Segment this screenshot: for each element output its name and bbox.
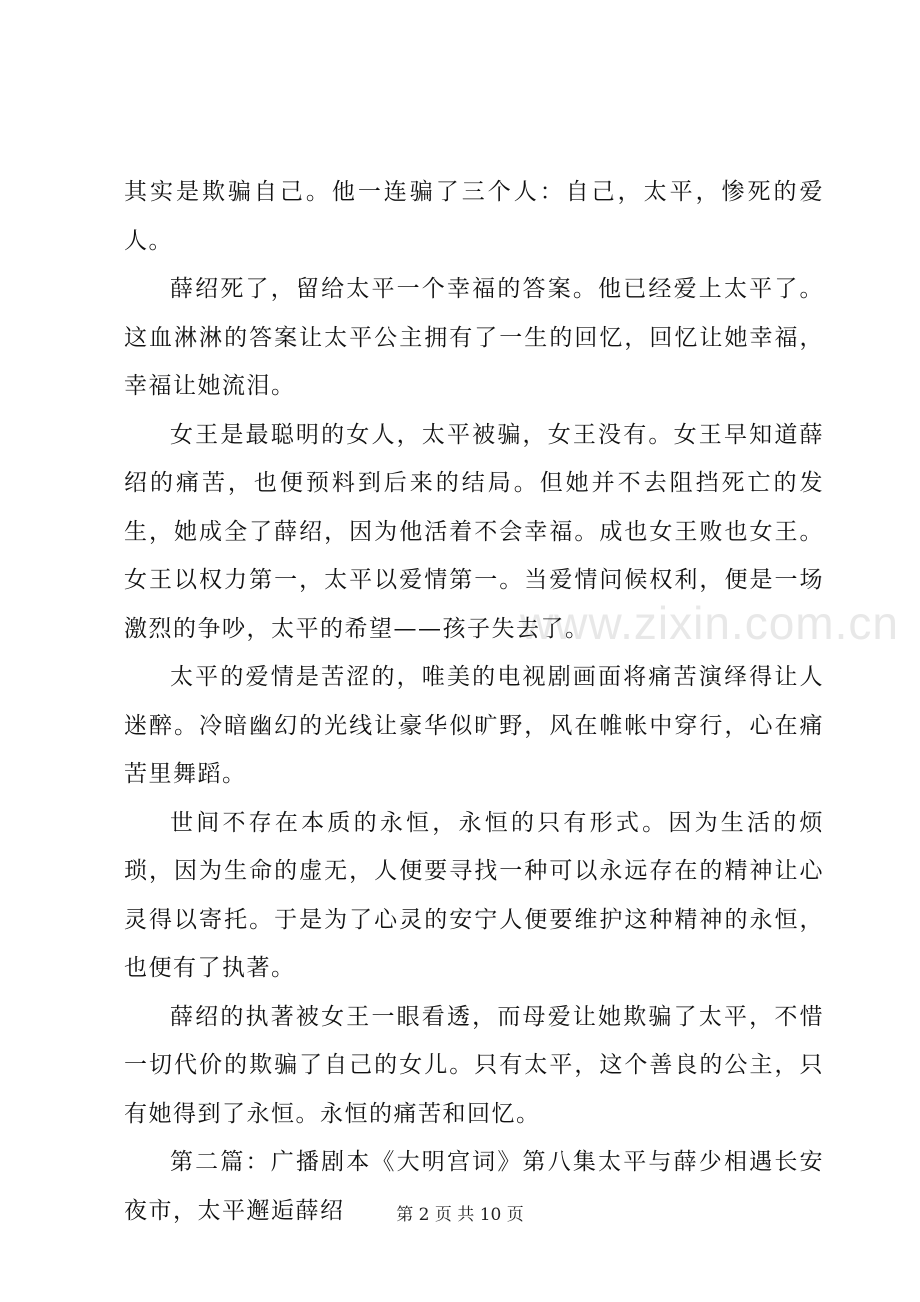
page-number-footer: 第 2 页 共 10 页 (396, 1205, 524, 1225)
paragraph-2: 薛绍死了，留给太平一个幸福的答案。他已经爱上太平了。这血淋淋的答案让太平公主拥有了一生的回忆，回忆让她幸福，幸福让她流泪。 (124, 276, 824, 399)
section-heading: 第二篇：广播剧本《大明宫词》第八集太平与薛少相遇长安夜市，太平邂逅薛绍 (124, 1149, 824, 1224)
document-body (124, 168, 824, 1235)
paragraph-4: 太平的爱情是苦涩的，唯美的电视剧画面将痛苦演绎得让人迷醉。冷暗幽幻的光线让豪华似旷野，风在帷帐中穿行，心在痛苦里舞蹈。 (124, 664, 824, 787)
paragraph-1: 其实是欺骗自己。他一连骗了三个人：自己，太平，惨死的爱人。 (124, 179, 824, 254)
paragraph-5: 世间不存在本质的永恒，永恒的只有形式。因为生活的烦琐，因为生命的虚无，人便要寻找一种可以永远存在的精神让心灵得以寄托。于是为了心灵的安宁人便要维护这种精神的永恒，也便有了执著。 (124, 809, 824, 981)
paragraph-6: 薛绍的执著被女王一眼看透，而母爱让她欺骗了太平，不惜一切代价的欺骗了自己的女儿。只有太平，这个善良的公主，只有她得到了永恒。永恒的痛苦和回忆。 (124, 1003, 824, 1127)
watermark: www.zixin.com.cn (520, 597, 899, 649)
paragraph-3: 女王是最聪明的女人，太平被骗，女王没有。女王早知道薛绍的痛苦，也便预料到后来的结局。但她并不去阻挡死亡的发生，她成全了薛绍，因为他活着不会幸福。成也女王败也女王。女王以权力第一，太平以爱情第一。当爱情问候权利，便是一场激烈的争吵，太平的希望——孩子失去了。 (124, 421, 824, 642)
